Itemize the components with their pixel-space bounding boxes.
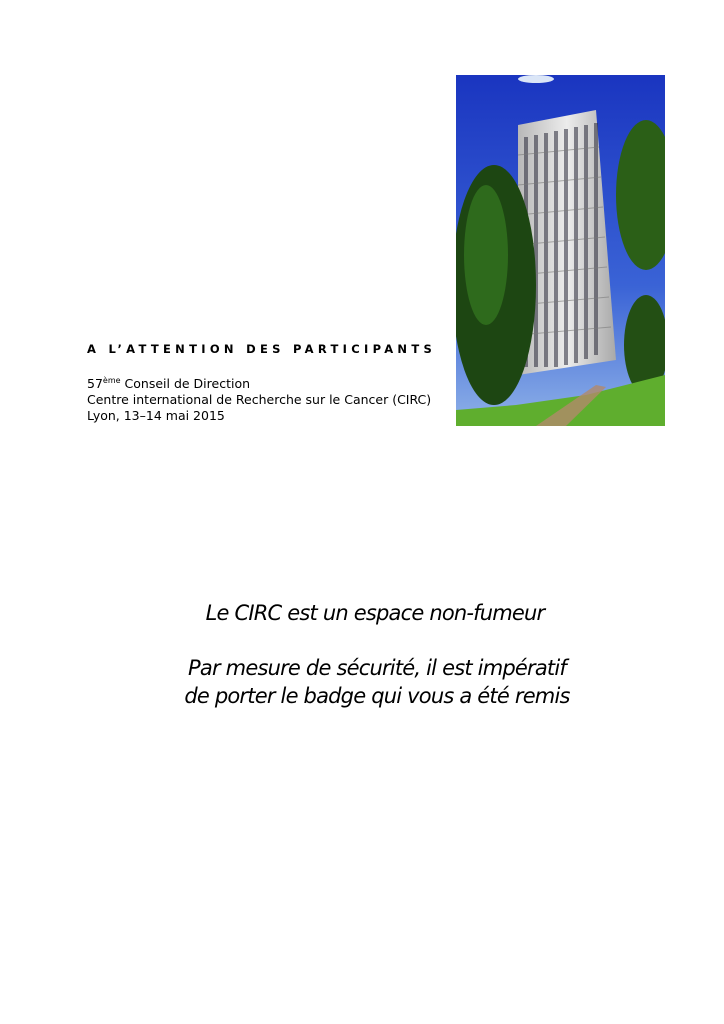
cloud <box>518 75 554 83</box>
location-dates: Lyon, 13–14 mai 2015 <box>87 408 225 423</box>
page-title: A L’ATTENTION DES PARTICIPANTS <box>87 342 437 356</box>
non-smoking-notice: Le CIRC est un espace non-fumeur <box>205 601 545 625</box>
building-photo <box>456 75 665 426</box>
session-name: Conseil de Direction <box>124 376 251 391</box>
badge-notice <box>15 654 724 710</box>
meeting-info <box>87 376 431 424</box>
badge-notice-line-1: Par mesure de sécurité, il est impératif <box>188 656 566 680</box>
tree-left-highlight <box>464 185 508 325</box>
organization-name: Centre international de Recherche sur le Cancer (CIRC) <box>87 392 432 407</box>
session-number: 57 <box>87 376 103 391</box>
badge-notice-line-2: de porter le badge qui vous a été remis <box>184 684 570 708</box>
session-line <box>87 376 431 392</box>
session-suffix: ème <box>102 376 121 385</box>
